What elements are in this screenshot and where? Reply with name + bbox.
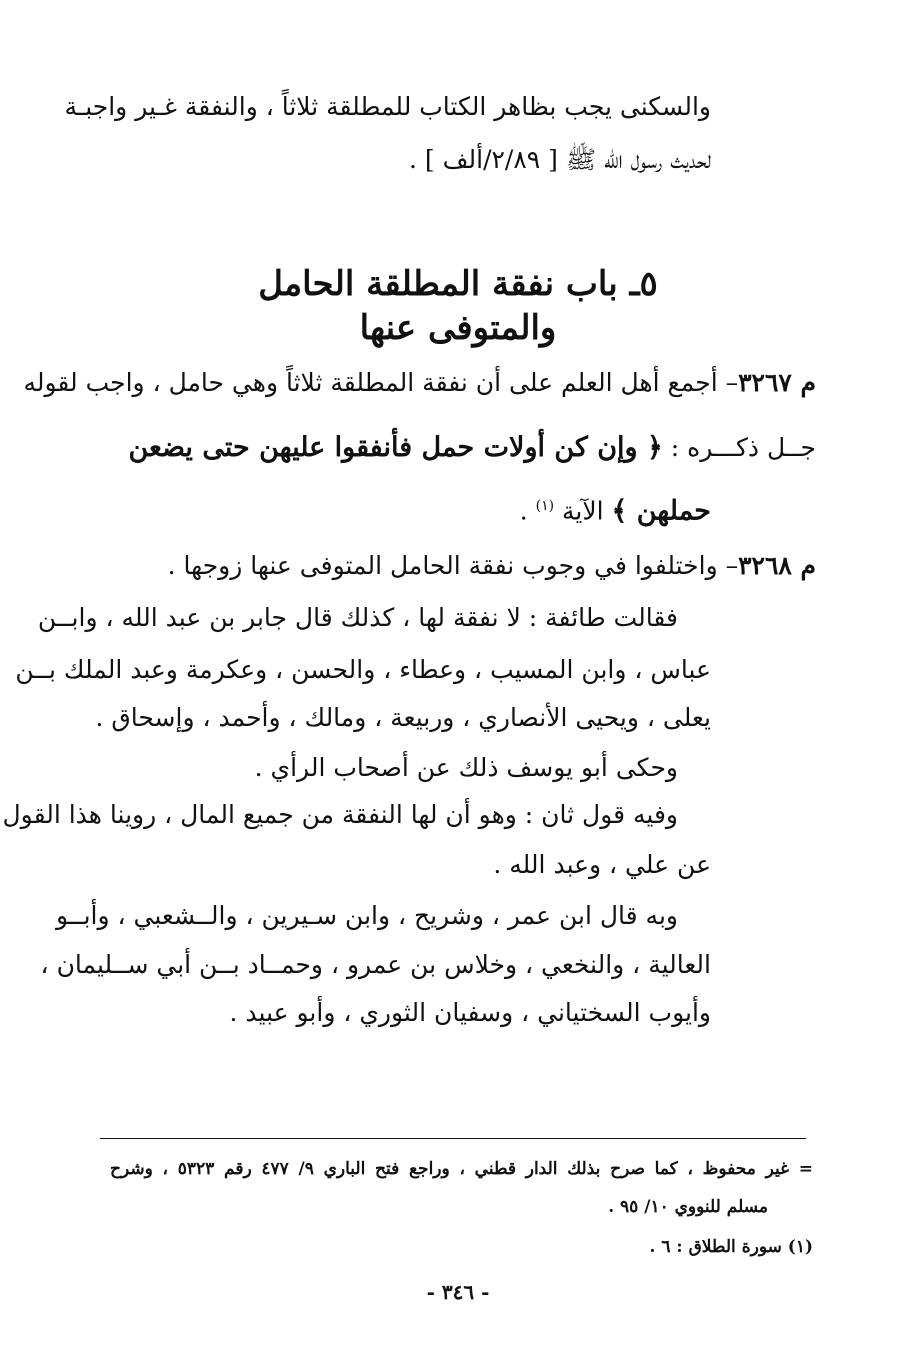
page-number: - ٣٤٦ - <box>426 1280 490 1304</box>
quran-verse-part-2: حملهن ﴾ <box>611 495 711 527</box>
footnote-ref-1: (١) <box>535 498 555 514</box>
paragraph-3268-line-9: العالية ، والنخعي ، وخلاس بن عمرو ، وحمــاد بــن أبي ســليمان ، <box>40 950 711 979</box>
paragraph-3268-line-2: فقالت طائفة : لا نفقة لها ، كذلك قال جابر بن عبد الله ، وابــن <box>37 603 678 632</box>
continuation-line-1: والسكنى يجب بظاهر الكتاب للمطلقة ثلاثاً ، والنفقة غـير واجبـة <box>64 92 711 121</box>
paragraph-3268-line-8: وبه قال ابن عمر ، وشريح ، وابن سـيرين ، والــشعبي ، وأبــو <box>56 901 678 930</box>
paragraph-3267-text-1: – أجمع أهل العلم على أن نفقة المطلقة ثلاثاً وهي حامل ، واجب لقوله <box>23 368 739 397</box>
footnote-continuation-1: = غير محفوظ ، كما صرح بذلك الدار قطني ، وراجع فتح الباري ٩/ ٤٧٧ رقم ٥٣٢٣ ، وشرح <box>110 1159 813 1179</box>
paragraph-3268-line-10: وأيوب السختياني ، وسفيان الثوري ، وأبو عبيد . <box>229 998 711 1027</box>
verse-label: الآية <box>554 496 612 526</box>
footnote-text-1: سورة الطلاق : ٦ . <box>649 1237 782 1257</box>
line-end-period: . <box>519 496 536 526</box>
paragraph-3268-line-6: وفيه قول ثان : وهو أن لها النفقة من جميع المال ، روينا هذا القول <box>2 800 678 829</box>
paragraph-3267-line-2 <box>128 432 816 463</box>
quran-verse-part-1: ﴿ وإن كن أولات حمل فأنفقوا عليهن حتى يضعن <box>128 432 663 463</box>
paragraph-3268-line-7: عن علي ، وعبد الله . <box>493 850 711 879</box>
continuation-line-2: لحديث رسول الله ﷺ [ ٢/٨٩/ألف ] . <box>409 145 711 174</box>
footnote-continuation-2: مسلم للنووي ١٠/ ٩٥ . <box>608 1197 768 1217</box>
footnote-number-1: (١) <box>787 1237 813 1257</box>
chapter-heading: ٥ـ باب نفقة المطلقة الحامل والمتوفى عنها <box>258 264 658 348</box>
paragraph-number-3268: م ٣٢٦٨ <box>738 551 816 580</box>
paragraph-3267-line-1 <box>23 368 816 398</box>
paragraph-3268-line-5: وحكى أبو يوسف ذلك عن أصحاب الرأي . <box>254 753 678 782</box>
paragraph-3267-line-3 <box>520 491 711 526</box>
paragraph-3268-line-3: عباس ، وابن المسيب ، وعطاء ، والحسن ، وعكرمة وعبد الملك بــن <box>15 655 711 684</box>
paragraph-number-3267: م ٣٢٦٧ <box>738 368 816 397</box>
paragraph-3268-line-4: يعلى ، ويحيى الأنصاري ، وربيعة ، ومالك ، وأحمد ، وإسحاق . <box>95 703 711 732</box>
paragraph-3268-line-1 <box>168 551 816 581</box>
footnote-separator <box>100 1138 806 1139</box>
paragraph-3268-text-1: – واختلفوا في وجوب نفقة الحامل المتوفى عنها زوجها . <box>167 551 739 580</box>
paragraph-3267-text-2: جــل ذكـــره : <box>662 433 816 462</box>
footnote-1 <box>650 1236 814 1258</box>
